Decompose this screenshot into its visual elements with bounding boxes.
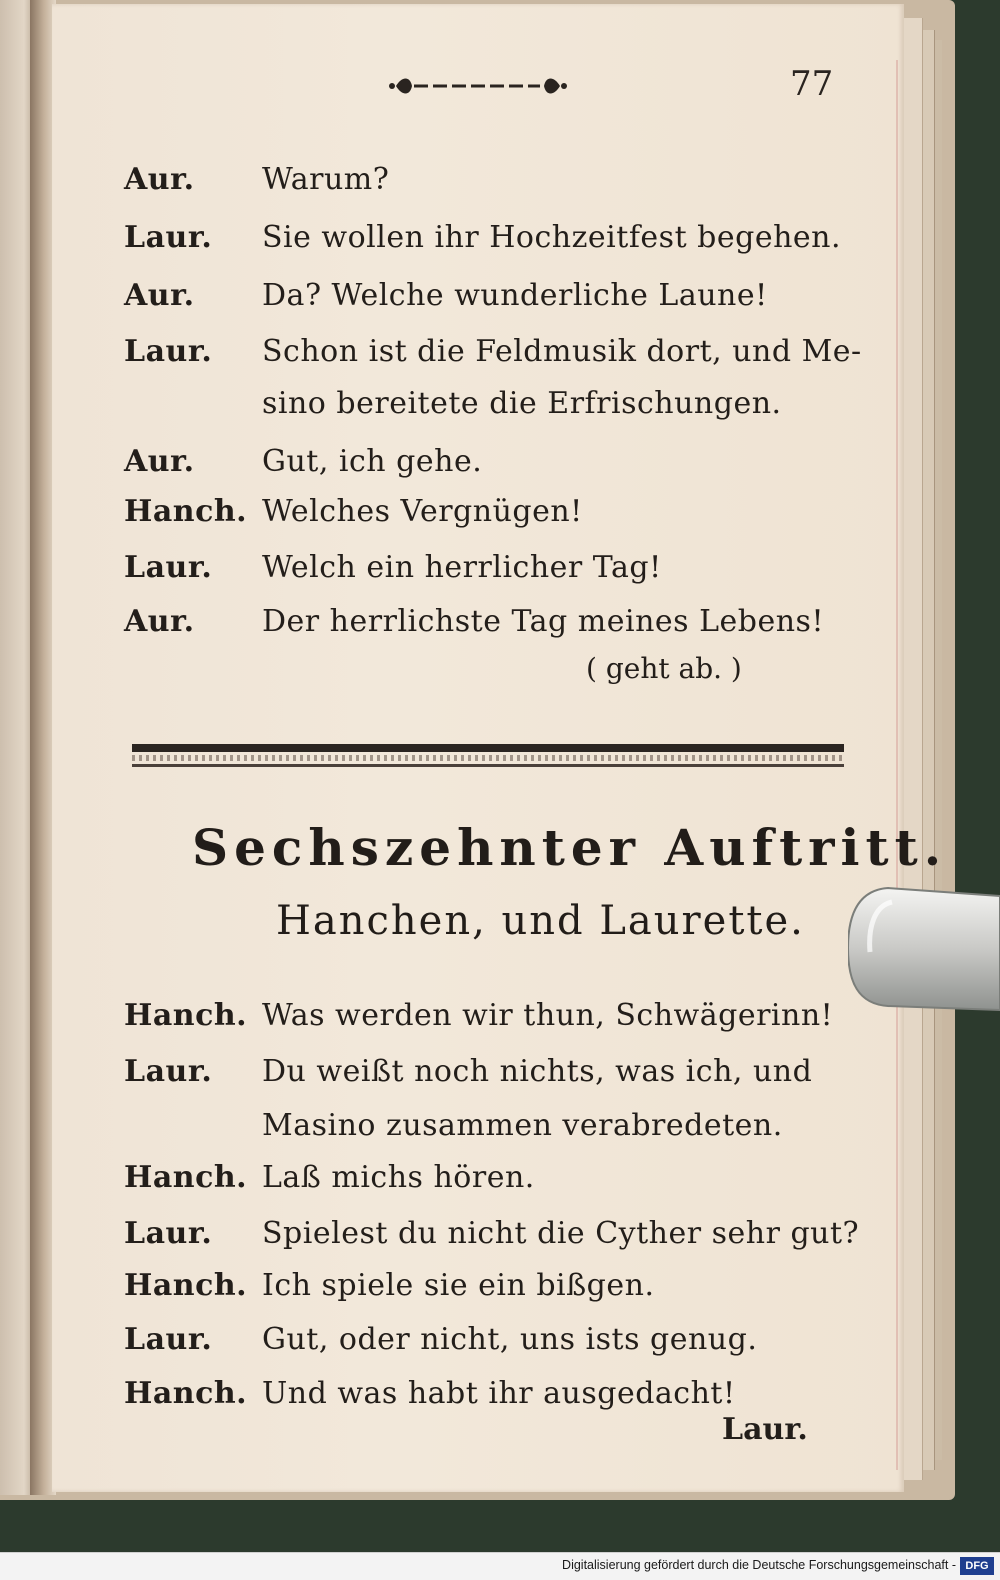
dialogue-text: Sie wollen ihr Hochzeitfest begehen.: [262, 220, 842, 255]
scene-characters: Hanchen, und Laurette.: [276, 898, 805, 944]
dialogue-text: Ich spiele sie ein bißgen.: [262, 1268, 655, 1303]
dialogue-text: Gut, oder nicht, uns ists genug.: [262, 1322, 758, 1357]
dialogue-text: Schon ist die Feldmusik dort, und Me-: [262, 334, 862, 369]
speaker-label: Aur.: [124, 604, 195, 639]
dialogue-text: Warum?: [262, 162, 390, 197]
dialogue-text: Spielest du nicht die Cyther sehr gut?: [262, 1216, 860, 1251]
footer-credit: Digitalisierung gefördert durch die Deutsche Forschungsgemeinschaft -: [562, 1558, 956, 1572]
speaker-label: Hanch.: [124, 1268, 248, 1303]
dialogue-text: sino bereitete die Erfrischungen.: [262, 386, 782, 421]
stage-direction: ( geht ab. ): [586, 652, 742, 685]
speaker-label: Laur.: [124, 1216, 213, 1251]
dialogue-text: Laß michs hören.: [262, 1160, 535, 1195]
dfg-logo-icon: DFG: [960, 1557, 994, 1575]
dialogue-text: Masino zusammen verabredeten.: [262, 1108, 783, 1143]
speaker-label: Hanch.: [124, 998, 248, 1033]
dialogue-text: Du weißt noch nichts, was ich, und: [262, 1054, 813, 1089]
speaker-label: Hanch.: [124, 494, 248, 529]
dialogue-text: Welch ein herrlicher Tag!: [262, 550, 662, 585]
dialogue-text: Gut, ich gehe.: [262, 444, 483, 479]
page-edge: [922, 30, 935, 1470]
page-edge: [904, 18, 923, 1480]
speaker-label: Laur.: [124, 1054, 213, 1089]
dialogue-text: Was werden wir thun, Schwägerinn!: [262, 998, 834, 1033]
scene-heading: Sechszehnter Auftritt.: [192, 818, 948, 877]
ornament-icon: [388, 74, 568, 98]
page-edge: [934, 40, 942, 1460]
speaker-label: Laur.: [124, 220, 213, 255]
speaker-label: Laur.: [124, 1322, 213, 1357]
speaker-label: Aur.: [124, 444, 195, 479]
footer-bar: [0, 1552, 1000, 1580]
speaker-label: Hanch.: [124, 1376, 248, 1411]
dialogue-text: Der herrlichste Tag meines Lebens!: [262, 604, 825, 639]
speaker-label: Aur.: [124, 278, 195, 313]
speaker-label: Laur.: [124, 550, 213, 585]
speaker-label: Aur.: [124, 162, 195, 197]
dialogue-text: Welches Vergnügen!: [262, 494, 583, 529]
speaker-label: Laur.: [124, 334, 213, 369]
speaker-label: Hanch.: [124, 1160, 248, 1195]
divider-rule: [132, 764, 844, 767]
glass-weight-icon: [848, 882, 1000, 1016]
page-edge-stain: [896, 60, 898, 1470]
dialogue-text: Und was habt ihr ausgedacht!: [262, 1376, 736, 1411]
catchword: Laur.: [722, 1412, 808, 1447]
page-number: 77: [790, 64, 834, 104]
dialogue-text: Da? Welche wunderliche Laune!: [262, 278, 768, 313]
divider-rule: [132, 744, 844, 752]
divider-rule-ornament: [132, 755, 844, 761]
